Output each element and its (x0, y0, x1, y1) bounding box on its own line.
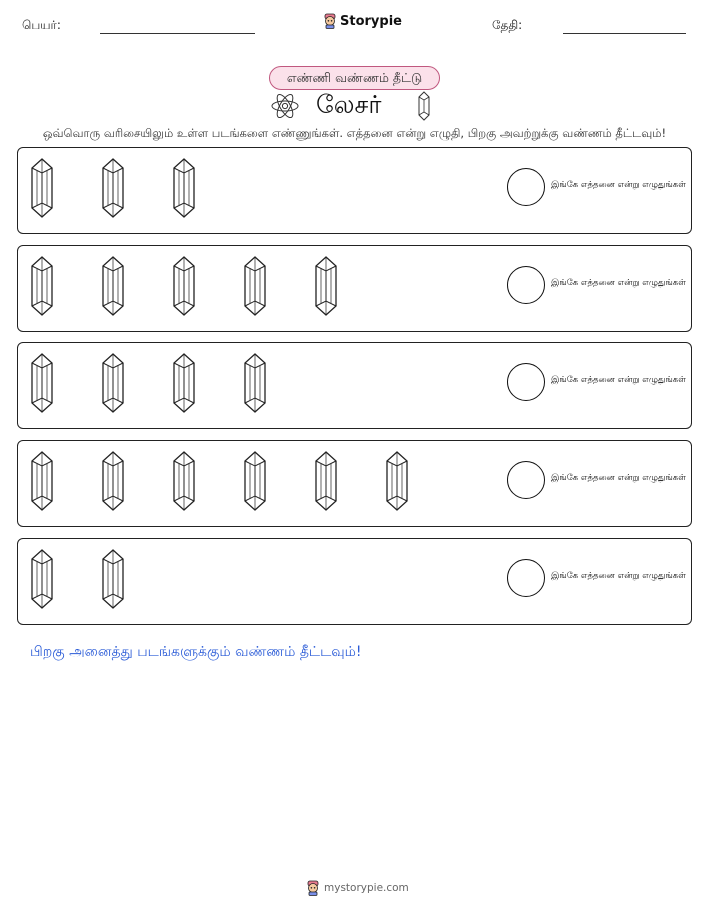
crystal-icon[interactable] (100, 548, 126, 610)
count-hint: இங்கே எத்தனை என்று எழுதுங்கள் (551, 571, 686, 581)
name-line[interactable] (100, 33, 255, 34)
counting-row (17, 147, 692, 234)
crystal-icon[interactable] (100, 255, 126, 317)
crystal-icon[interactable] (171, 352, 197, 414)
crystal-icon[interactable] (171, 157, 197, 219)
count-hint: இங்கே எத்தனை என்று எழுதுங்கள் (551, 375, 686, 385)
atom-icon (270, 91, 300, 121)
crystal-icon[interactable] (29, 548, 55, 610)
crystal-icon[interactable] (384, 450, 410, 512)
crystal-icon[interactable] (29, 352, 55, 414)
brand-logo (323, 13, 402, 29)
count-answer-circle[interactable] (507, 363, 545, 401)
counting-row (17, 342, 692, 429)
count-hint: இங்கே எத்தனை என்று எழுதுங்கள் (551, 473, 686, 483)
crystal-icon[interactable] (242, 255, 268, 317)
crystal-icon[interactable] (313, 450, 339, 512)
title-row (268, 88, 448, 124)
page-title: லேசர் (316, 90, 382, 119)
count-answer-circle[interactable] (507, 559, 545, 597)
counting-row (17, 245, 692, 332)
crystal-icon[interactable] (29, 255, 55, 317)
footer-note: பிறகு அனைத்து படங்களுக்கும் வண்ணம் தீட்டவும்! (30, 644, 362, 660)
counting-row (17, 440, 692, 527)
crystal-icon[interactable] (242, 352, 268, 414)
crystal-icon[interactable] (29, 157, 55, 219)
crystal-icon[interactable] (29, 450, 55, 512)
instructions: ஒவ்வொரு வரிசையிலும் உள்ள படங்களை எண்ணுங்கள். எத்தனை என்று எழுதி, பிறகு அவற்றுக்கு வண்ணம் தீட்டவும்! (42, 126, 667, 140)
site-url: mystorypie.com (324, 882, 409, 894)
date-line[interactable] (563, 33, 686, 34)
crystal-icon[interactable] (242, 450, 268, 512)
date-label: தேதி: (492, 18, 523, 32)
storypie-mascot-icon (306, 880, 320, 896)
crystal-icon[interactable] (100, 352, 126, 414)
site-footer (306, 880, 409, 896)
count-answer-circle[interactable] (507, 168, 545, 206)
brand-name: Storypie (340, 13, 402, 29)
count-hint: இங்கே எத்தனை என்று எழுதுங்கள் (551, 278, 686, 288)
count-answer-circle[interactable] (507, 461, 545, 499)
count-answer-circle[interactable] (507, 266, 545, 304)
crystal-icon (417, 91, 431, 121)
storypie-mascot-icon (323, 13, 337, 29)
crystal-icon[interactable] (100, 450, 126, 512)
crystal-icon[interactable] (171, 255, 197, 317)
activity-badge: எண்ணி வண்ணம் தீட்டு (269, 66, 440, 90)
count-hint: இங்கே எத்தனை என்று எழுதுங்கள் (551, 180, 686, 190)
crystal-icon[interactable] (313, 255, 339, 317)
crystal-icon[interactable] (171, 450, 197, 512)
crystal-icon[interactable] (100, 157, 126, 219)
counting-row (17, 538, 692, 625)
name-label: பெயர்: (22, 18, 61, 32)
